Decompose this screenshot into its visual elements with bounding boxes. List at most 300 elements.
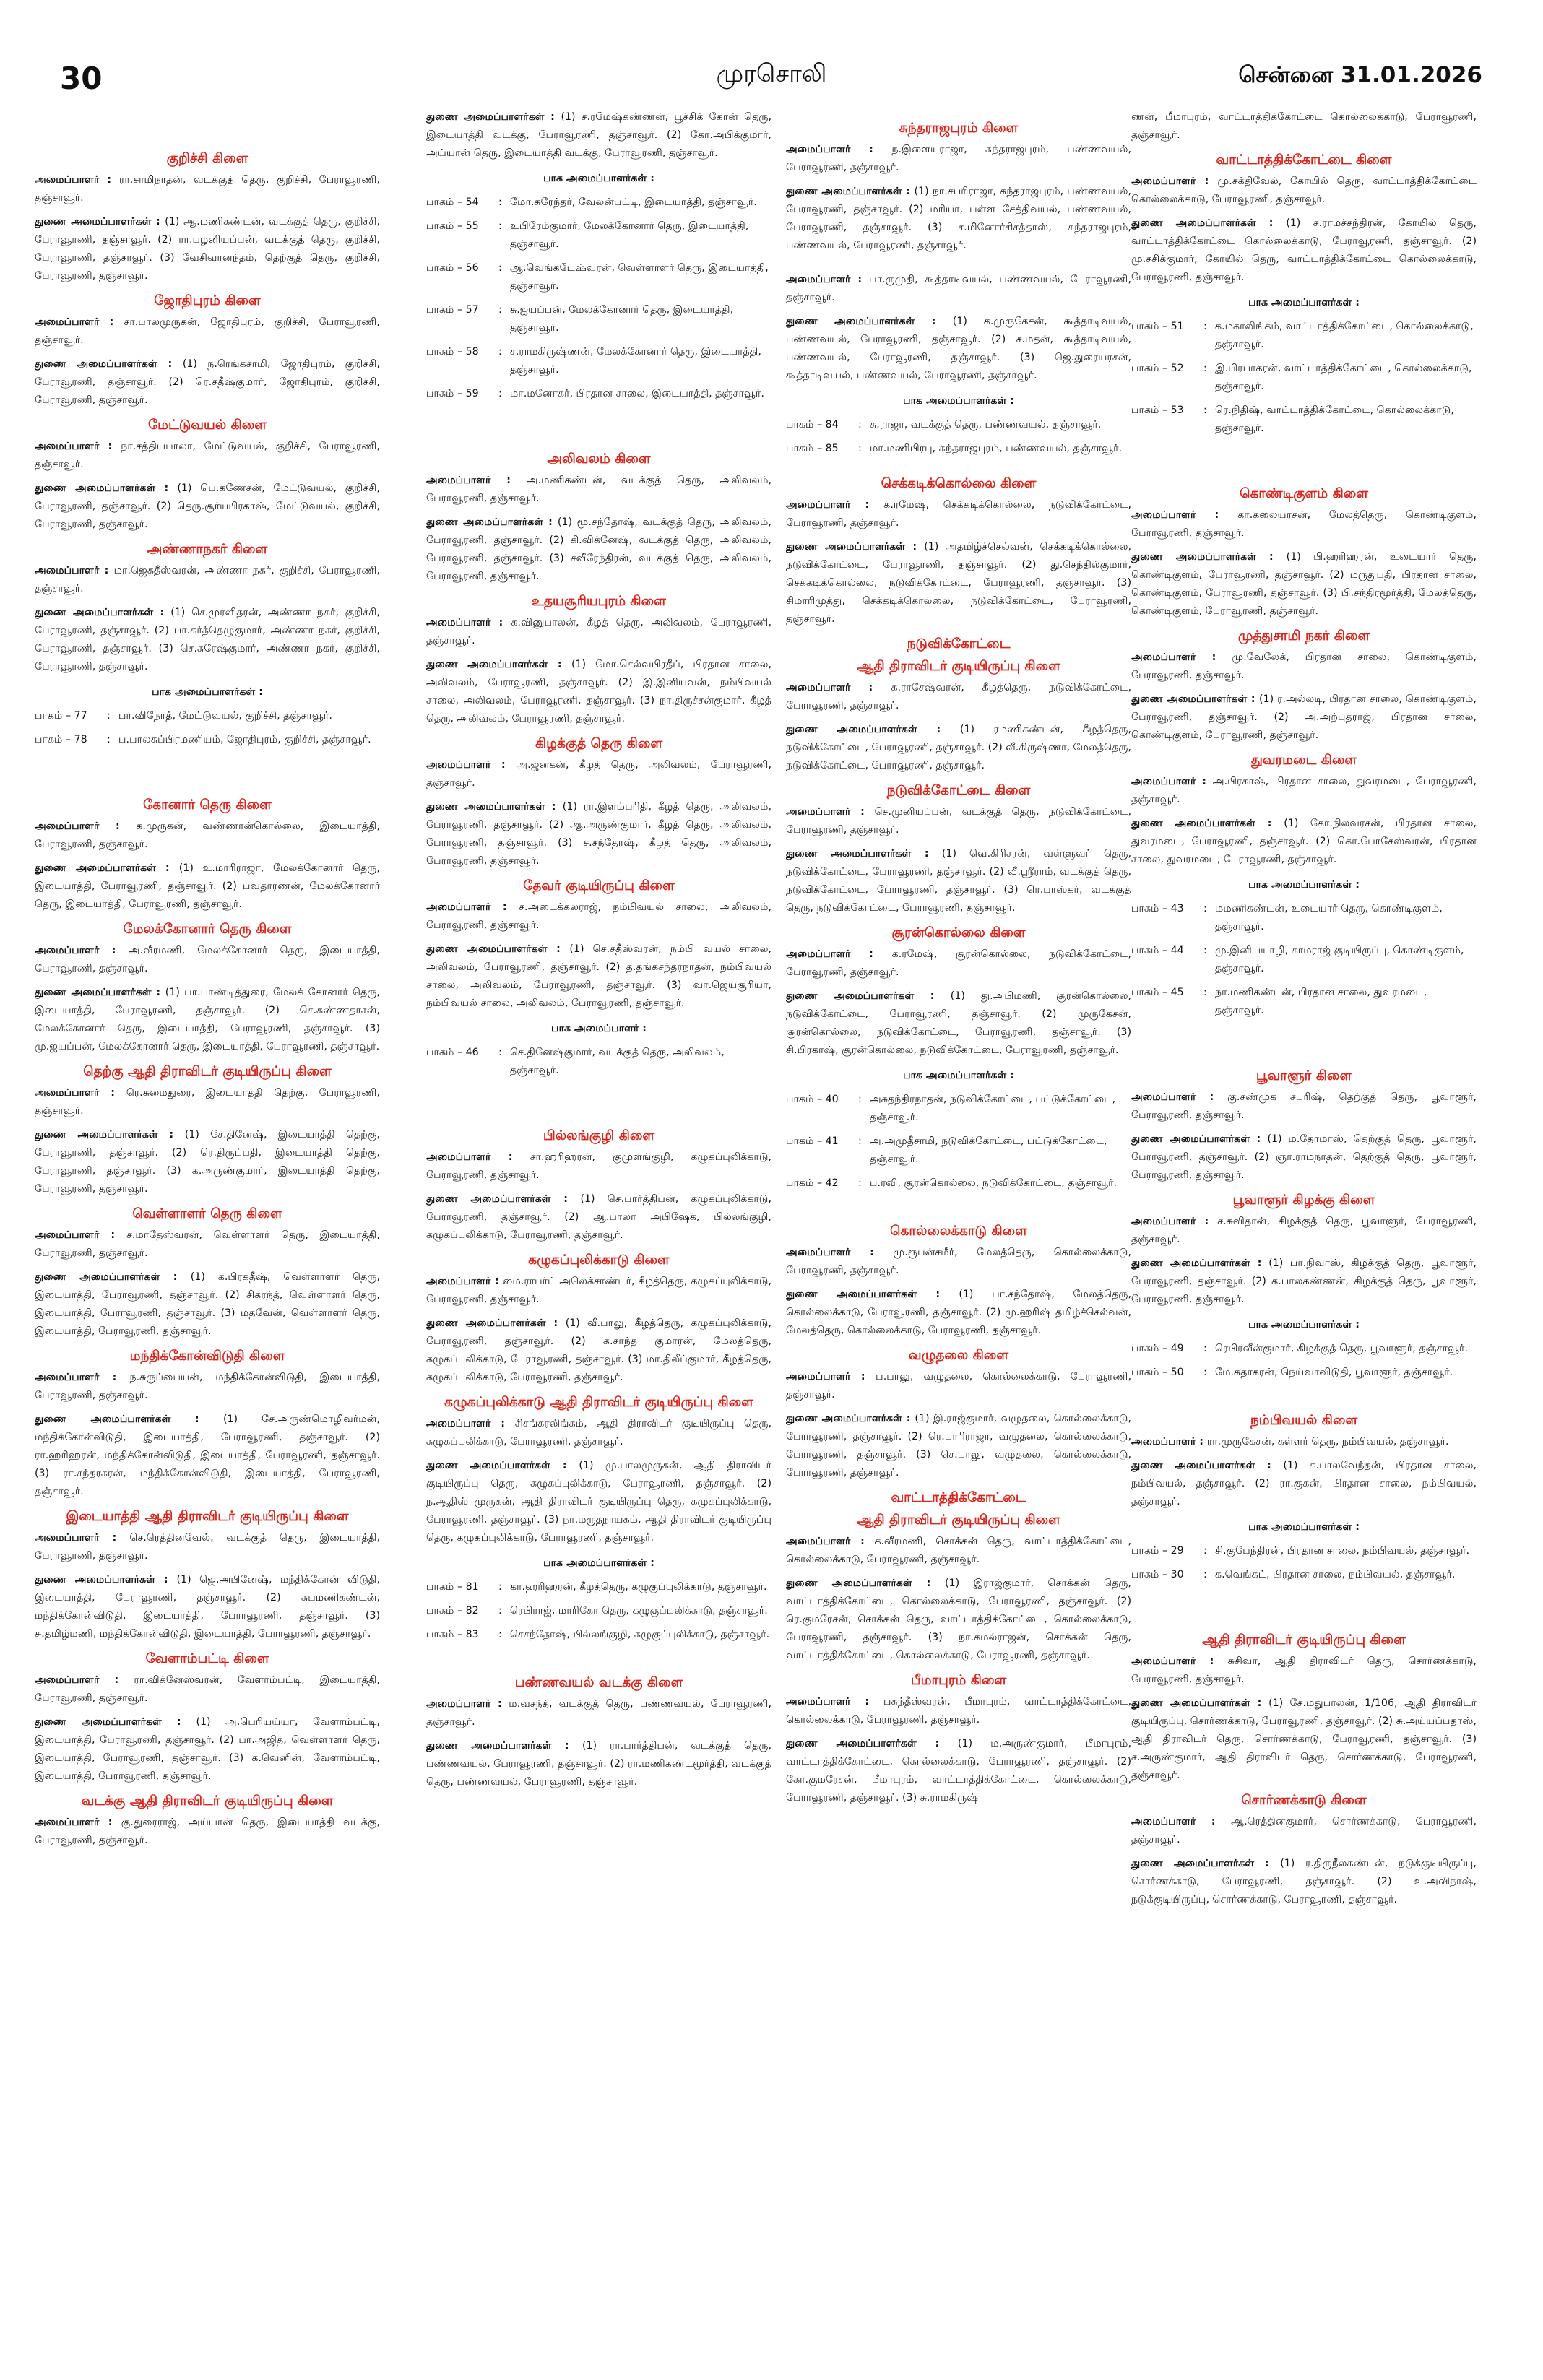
organiser-label: அமைப்பாளர் : [1131, 509, 1238, 521]
organiser-entry [426, 472, 772, 508]
organiser-label: அமைப்பாளர் : [35, 945, 129, 956]
branch-heading: நம்பிவயல் கிளை [1250, 1413, 1358, 1428]
branch-heading: மேட்டுவயல் கிளை [148, 417, 267, 433]
part-organiser-name: ச.ராமகிருஷ்ணன், மேலக்கோனார் தெரு, இடையாத்தி, தஞ்சாவூர். [510, 346, 761, 376]
organiser-entry [35, 562, 380, 598]
column-1 [35, 108, 380, 2347]
entry-text: ப.பாலு, வழுதலை, கொல்லைக்காடு, பேராவூரணி, தஞ்சாவூர். [786, 1371, 1131, 1401]
part-organiser-row [426, 1602, 772, 1620]
organiser-entry [426, 756, 772, 792]
organiser-label: அமைப்பாளர் : [35, 1817, 121, 1828]
entry-text: மா.ஜெகதீஸ்வரன், அண்ணா நகர், குறிச்சி, பேராவூரணி, தஞ்சாவூர். [35, 565, 380, 594]
part-number: பாகம் – 42 [786, 1177, 839, 1189]
organiser-entry [35, 1226, 380, 1263]
entry-text: (1) க.முருகேசன், கூத்தாடிவயல், பண்ணவயல், பேராவூரணி, தஞ்சாவூர். (2) ச.மதன், கூத்தாடிவயல், பண்ணவயல், பேராவூரணி, தஞ்சாவூர். (3) ஜெ.துரையரசன், கூத்தாடிவயல், பண்ணவயல், பேராவூரணி, தஞ்சாவூர். [786, 316, 1131, 381]
branch-heading: பண்ணவயல் வடக்கு கிளை [514, 1675, 683, 1690]
co-organisers-entry [1131, 815, 1477, 869]
page-number: 30 [60, 61, 103, 96]
co-organisers-label: துணை அமைப்பாளர்கள் : [786, 1413, 915, 1424]
separator: : [498, 220, 502, 232]
entry-text: (1) கோ.நிலவரசன், பிரதான சாலை, துவரமடை, பேராவூரணி, தஞ்சாவூர். (2) கொ.போசேஸ்வரன், பிரதான சாலை, துவரமடை, பேராவூரணி, தஞ்சாவூர். [1131, 818, 1477, 865]
part-organiser-name: சு.ராஜா, வடக்குத் தெரு, பண்ணவயல், தஞ்சாவூர். [870, 419, 1102, 430]
entry-text: (1) செ.சதீஸ்வரன், நம்பி வயல் சாலை, அலிவலம், பேராவூரணி, தஞ்சாவூர். (2) த.தங்கசந்தரநாதன், நம்பிவயல் சாலை, அலிவலம், பேராவூரணி, தஞ்சாவூர். (3) வா.ஜெயசூரியா, நம்பிவயல் சாலை, அலிவலம், பேராவூரணி, தஞ்சாவூர். [426, 943, 772, 1009]
part-organiser-name: ரெபிராஜ், மாரிகோ தெரு, கழுகுப்புலிக்காடு, தஞ்சாவூர். [510, 1605, 768, 1617]
entry-text: ம.வசந்த், வடக்குத் தெரு, பண்ணவயல், பேராவூரணி, தஞ்சாவூர். [426, 1698, 772, 1728]
part-organisers-subheading: பாக அமைப்பாளர்கள் : [1248, 1521, 1360, 1533]
branch-heading: ஜோதிபுரம் கிளை [154, 293, 261, 308]
organiser-label: அமைப்பாளர் : [35, 565, 114, 576]
entry-text: (1) மூ.சந்தோஷ், வடக்குத் தெரு, அலிவலம், பேராவூரணி, தஞ்சாவூர். (2) கி.விக்னேஷ், வடக்குத் தெரு, அலிவலம், பேராவூரணி, தஞ்சாவூர். (3) சவீரேந்திரன், வடக்குத் தெரு, அலிவலம், பேராவூரணி, தஞ்சாவூர். [426, 516, 772, 582]
entry-text: கு.சண்முக சபரிஷ், தெற்குத் தெரு, பூவாளூர், பேராவூரணி, தஞ்சாவூர். [1131, 1091, 1477, 1121]
separator: : [1203, 945, 1207, 956]
part-number: பாகம் – 41 [786, 1135, 839, 1147]
part-number: பாகம் – 49 [1131, 1343, 1184, 1354]
part-organiser-name: அ.அமுதீசாமி, நடுவிக்கோட்டை, பட்டுக்கோட்டை, தஞ்சாவூர். [870, 1135, 1107, 1165]
entry-text: (1) ந.ரெங்கசாமி, ஜோதிபுரம், குறிச்சி, பேராவூரணி, தஞ்சாவூர். (2) ரெ.சதீஷ்குமார், ஜோதிபுரம், குறிச்சி, பேராவூரணி, தஞ்சாவூர். [35, 358, 380, 406]
part-organiser-row [426, 1044, 772, 1080]
part-organiser-row [1131, 360, 1477, 396]
co-organisers-label: துணை அமைப்பாளர்கள் : [426, 1460, 579, 1471]
co-organisers-label: துணை அமைப்பாளர்கள் : [786, 1578, 946, 1589]
entry-text: (1) ரா.இளம்பரிதி, கீழத் தெரு, அலிவலம், பேராவூரணி, தஞ்சாவூர். (2) ஆ.அருண்குமார், கீழத் தெரு, அலிவலம், பேராவூரணி, தஞ்சாவூர். (3) ச.சந்தோஷ், கீழத் தெரு, அலிவலம், பேராவூரணி, தஞ்சாவூர். [426, 801, 772, 867]
part-organiser-row [1131, 1364, 1477, 1382]
organiser-label: அமைப்பாளர் : [786, 948, 892, 960]
part-organiser-row [35, 731, 380, 749]
co-organisers-label: துணை அமைப்பாளர்கள் : [1131, 1258, 1269, 1269]
part-organiser-row [1131, 1542, 1477, 1560]
organiser-entry [1131, 1433, 1477, 1451]
separator: : [1203, 987, 1207, 998]
part-organiser-row [786, 1174, 1131, 1193]
branch-heading: மந்திக்கோன்விடுதி கிளை [129, 1349, 285, 1364]
part-number: பாகம் – 45 [1131, 987, 1184, 998]
branch-heading: ஆதி திராவிடர் குடியிருப்பு கிளை [857, 1513, 1060, 1528]
part-organiser-row [786, 1133, 1131, 1169]
organiser-label: அமைப்பாளர் : [786, 144, 892, 155]
organiser-entry [786, 141, 1131, 177]
part-number: பாகம் – 81 [426, 1581, 479, 1593]
co-organisers-entry [426, 1457, 772, 1547]
separator: : [107, 734, 111, 745]
co-organisers-entry [426, 656, 772, 728]
part-organiser-row [1131, 402, 1477, 438]
part-number: பாகம் – 50 [1131, 1367, 1184, 1378]
entry-text: பா.ருமுதி, கூத்தாடிவயல், பண்ணவயல், பேராவூரணி, தஞ்சாவூர். [786, 274, 1131, 303]
entry-text: (1) ரா.பார்த்திபன், வடக்குத் தெரு, பண்ணவயல், பேராவூரணி, தஞ்சாவூர். (2) ரா.மணிகண்டமூர்த்தி, வடக்குத் தெரு, பண்ணவயல், பேராவூரணி, தஞ்சாவூர். [426, 1740, 772, 1788]
branch-heading: சொர்ணக்காடு கிளை [1241, 1793, 1367, 1808]
entry-text: பசுந்தீஸ்வரன், பீமாபுரம், வாட்டாத்திக்கோட்டை, கொல்லைக்காடு, பேராவூரணி, தஞ்சாவூர். [786, 1696, 1131, 1726]
organiser-label: அமைப்பாளர் : [35, 174, 120, 186]
co-organisers-label: துணை அமைப்பாளர்கள் : [35, 1271, 191, 1283]
co-organisers-entry [35, 355, 380, 410]
entry-text: க.ராசேஷ்வரன், கீழத்தெரு, நடுவிக்கோட்டை, பேராவூரணி, தஞ்சாவூர். [786, 682, 1131, 711]
separator: : [498, 262, 502, 274]
organiser-entry [35, 313, 380, 350]
branch-heading: செக்கடிக்கொல்லை கிளை [881, 476, 1037, 491]
co-organisers-label: துணை அமைப்பாளர்கள் : [786, 990, 951, 1002]
organiser-label: அமைப்பாளர் : [426, 901, 519, 913]
organiser-label: அமைப்பாளர் : [1131, 1656, 1228, 1667]
co-organisers-label: துணை அமைப்பாளர்கள் : [35, 987, 165, 998]
co-organisers-entry [786, 721, 1131, 775]
part-organiser-row [426, 259, 772, 295]
branch-heading: தேவர் குடியிருப்பு கிளை [523, 878, 675, 893]
entry-text: (1) இராஜ்குமார், சொக்கன் தெரு, வாட்டாத்திக்கோட்டை, கொல்லைக்காடு, பேராவூரணி, தஞ்சாவூர். (2) ரெ.குமரேசன், சொக்கன் தெரு, வாட்டாத்திக்கோட்டை, கொல்லைக்காடு, பேராவூரணி, தஞ்சாவூர். (3) நா.கமல்ராஜன், சொக்கன் தெரு, வாட்டாத்திக்கோட்டை, கொல்லைக்காடு, பேராவூரணி, தஞ்சாவூர். [786, 1578, 1131, 1661]
organiser-entry [35, 1529, 380, 1565]
co-organisers-entry [426, 798, 772, 870]
organiser-entry [786, 1368, 1131, 1404]
spacer [426, 1086, 772, 1126]
branch-heading: நடுவிக்கோட்டை [907, 636, 1011, 652]
spacer [786, 261, 1131, 271]
organiser-label: அமைப்பாளர் : [786, 499, 884, 511]
entry-text: ந.சுருப்பையன், மந்திக்கோன்விடுதி, இடையாத்தி, பேராவூரணி, தஞ்சாவூர். [35, 1372, 380, 1401]
entry-text: செ.ரெத்தினவேல், வடக்குத் தெரு, இடையாத்தி, பேராவூரணி, தஞ்சாவூர். [35, 1532, 380, 1562]
co-organisers-entry [35, 480, 380, 534]
part-organisers-subheading: பாக அமைப்பாளர்கள் : [1248, 1319, 1360, 1330]
part-number: பாகம் – 82 [426, 1605, 479, 1617]
organiser-entry [1131, 1213, 1477, 1249]
entry-text: (1) மு.பாலமுருகன், ஆதி திராவிடர் குடியிருப்பு தெரு, கழுகப்புலிக்காடு, பேராவூரணி, தஞ்சாவூர். (2) ந.ஆதிஸ் முருகன், ஆதி திராவிடர் குடியிருப்பு தெரு, கழுகப்புலிக்காடு, பேராவூரணி, தஞ்சாவூர். (3) நா.மருதநாயகம், ஆதி திராவிடர் குடியிருப்பு தெரு, கழுகப்புலிக்காடு, பேராவூரணி, தஞ்சாவூர். [426, 1460, 772, 1544]
part-organiser-row [35, 707, 380, 725]
part-organiser-row [426, 1578, 772, 1596]
part-organiser-row [786, 1091, 1131, 1127]
newspaper-name: முரசொலி [716, 59, 827, 88]
co-organisers-entry [1131, 548, 1477, 620]
co-organisers-label: துணை அமைப்பாளர்கள் : [786, 848, 942, 860]
branch-heading: பூவாளூர் கிழக்கு கிளை [1232, 1193, 1375, 1208]
part-number: பாகம் – 55 [426, 220, 479, 232]
organiser-label: அமைப்பாளர் : [426, 1276, 503, 1287]
organiser-entry [426, 614, 772, 650]
organiser-entry [786, 496, 1131, 532]
part-number: பாகம் – 83 [426, 1629, 479, 1640]
organiser-label: அமைப்பாளர் : [786, 1696, 884, 1708]
part-organiser-name: மா.மனோகர், பிரதான சாலை, இடையாத்தி, தஞ்சாவூர். [510, 388, 764, 399]
branch-heading: வழுதலை கிளை [908, 1348, 1009, 1363]
part-number: பாகம் – 57 [426, 304, 479, 316]
entry-text: அ.பிரகாஷ், பிரதான சாலை, துவரமடை, பேராவூரணி, தஞ்சாவூர். [1131, 776, 1477, 805]
organiser-entry [786, 945, 1131, 982]
part-organiser-row [1131, 984, 1477, 1020]
co-organisers-entry [786, 987, 1131, 1060]
entry-text: மு.வேலேக், பிரதான சாலை, கொண்டிகுளம், பேராவூரணி, தஞ்சாவூர். [1131, 652, 1477, 681]
organiser-entry [786, 271, 1131, 307]
co-organisers-entry [786, 313, 1131, 385]
branch-heading: வாட்டாத்திக்கோட்டை கிளை [1216, 152, 1392, 168]
part-organiser-row [1131, 942, 1477, 978]
branch-heading: பில்லங்குழி கிளை [543, 1128, 655, 1143]
part-number: பாகம் – 85 [786, 443, 839, 454]
entry-text: (1) க.பாலவேந்தன், பிரதான சாலை, நம்பிவயல், தஞ்சாவூர். (2) ரா.குகன், பிரதான சாலை, நம்பிவயல், தஞ்சாவூர். [1131, 1460, 1477, 1507]
entry-text: கா.கலையரசன், மேலத்தெரு, கொண்டிகுளம், பேராவூரணி, தஞ்சாவூர். [1131, 509, 1477, 539]
part-organiser-name: ப.ரவி, சூரன்கொல்லை, நடுவிக்கோட்டை, தஞ்சாவூர். [870, 1177, 1117, 1189]
part-number: பாகம் – 29 [1131, 1545, 1184, 1557]
co-organisers-entry [35, 604, 380, 676]
co-organisers-label: துணை அமைப்பாளர்கள் : [426, 516, 558, 528]
organiser-entry [35, 438, 380, 474]
co-organisers-label: துணை அமைப்பாளர்கள் : [35, 1574, 177, 1585]
organiser-entry [786, 803, 1131, 839]
organiser-entry [426, 1695, 772, 1731]
co-organisers-label: துணை அமைப்பாளர்கள் : [786, 1289, 959, 1300]
part-organiser-name: மு.இனியயாழி, காமராஜ் குடியிருப்பு, கொண்டிகுளம், தஞ்சாவூர். [1215, 945, 1464, 974]
entry-text: (1) ச.ரமேஷ்கண்ணன், பூச்சிக் கோன் தெரு, இடையாத்தி வடக்கு, பேராவூரணி, தஞ்சாவூர். (2) கோ.அபிக்குமார், அய்யான் தெரு, இடையாத்தி வடக்கு, பேராவூரணி, தஞ்சாவூர். [426, 111, 772, 159]
part-organiser-name: க.மகாலிங்கம், வாட்டாத்திக்கோட்டை, கொல்லைக்காடு, தஞ்சாவூர். [1215, 321, 1474, 350]
entry-text: ஆ.ரெத்தினகுமார், சொர்ணக்காடு, பேராவூரணி, தஞ்சாவூர். [1131, 1816, 1477, 1845]
entry-text: ச.சுவிதான், கிழக்குத் தெரு, பூவாளூர், பேராவூரணி, தஞ்சாவூர். [1131, 1216, 1477, 1245]
part-organiser-row [426, 301, 772, 337]
branch-heading: முத்துசாமி நகர் கிளை [1237, 628, 1370, 644]
branch-heading: கோனார் தெரு கிளை [143, 797, 272, 813]
part-number: பாகம் – 54 [426, 196, 479, 208]
branch-heading: வாட்டாத்திக்கோட்டை [891, 1490, 1026, 1505]
entry-text: கு.துரைராஜ், அய்யான் தெரு, இடையாத்தி வடக்கு, பேராவூரணி, தஞ்சாவூர். [35, 1817, 380, 1846]
separator: : [498, 1047, 502, 1058]
separator: : [858, 1135, 862, 1147]
part-organiser-name: க.வெங்கட், பிரதான சாலை, நம்பிவயல், தஞ்சாவூர். [1215, 1569, 1456, 1580]
entry-text: (1) செ.முரளிதரன், அண்ணா நகர், குறிச்சி, பேராவூரணி, தஞ்சாவூர். (2) பா.கர்த்தெழுகுமார், அண்ணா நகர், குறிச்சி, பேராவூரணி, தஞ்சாவூர். (3) செ.சுரேஷ்குமார், அண்ணா நகர், குறிச்சி, பேராவூரணி, தஞ்சாவூர். [35, 607, 380, 672]
branch-heading: கிழக்குத் தெரு கிளை [535, 736, 663, 751]
part-organiser-row [1131, 1340, 1477, 1358]
co-organisers-label: துணை அமைப்பாளர்கள் : [426, 943, 570, 955]
entry-text: (1) அதமிழ்ச்செல்வன், செக்கடிக்கொல்லை, நடுவிக்கோட்டை, பேராவூரணி, தஞ்சாவூர். (2) து.செந்தில்குமார், செக்கடிக்கொல்லை, நடுவிக்கோட்டை, பேராவூரணி, தஞ்சாவூர். (3) சிமாரிமுத்து, செக்கடிக்கொல்லை, நடுவிக்கோட்டை, பேராவூரணி, தஞ்சாவூர். [786, 541, 1131, 625]
entry-text: (1) சே.அருண்மொழிவர்மன், மந்திக்கோன்விடுதி, இடையாத்தி, பேராவூரணி, தஞ்சாவூர். (2) ரா.ஹரிஹரன், மந்திக்கோன்விடுதி, இடையாத்தி, பேராவூரணி, தஞ்சாவூர். (3) ரா.சந்தரகரன், மந்திக்கோன்விடுதி, இடையாத்தி, பேராவூரணி, தஞ்சாவூர். [35, 1414, 380, 1497]
co-organisers-entry [35, 984, 380, 1056]
part-organiser-row [426, 343, 772, 379]
part-organiser-name: பா.விநோத், மேட்டுவயல், குறிச்சி, தஞ்சாவூர். [118, 710, 332, 722]
co-organisers-label: துணை அமைப்பாளர்கள் : [35, 1414, 223, 1425]
entry-text: சா.ஹரிஹரன், குமுளங்குழி, கழுகப்புலிக்காடு, பேராவூரணி, தஞ்சாவூர். [426, 1151, 772, 1181]
co-organisers-entry [1131, 1255, 1477, 1309]
entry-text: மு.ரூபன்சமீர், மேலத்தெரு, கொல்லைக்காடு, பேராவூரணி, தஞ்சாவூர். [786, 1247, 1131, 1276]
co-organisers-entry [1131, 1130, 1477, 1185]
organiser-label: அமைப்பாளர் : [786, 274, 870, 285]
organiser-entry [426, 1148, 772, 1185]
organiser-entry [35, 1369, 380, 1405]
co-organisers-label: துணை அமைப்பாளர்கள் : [1131, 1460, 1284, 1471]
part-organiser-name: செ.தினேஷ்குமார், வடக்குத் தெரு, அலிவலம், தஞ்சாவூர். [510, 1047, 725, 1076]
part-organisers-subheading: பாக அமைப்பாளர்கள் : [903, 395, 1014, 407]
branch-heading: கழுகப்புலிக்காடு கிளை [528, 1252, 670, 1268]
entry-text: (1) பெ.கணேசன், மேட்டுவயல், குறிச்சி, பேராவூரணி, தஞ்சாவூர். (2) தெரு.சூர்யபிரகாஷ், மேட்டுவயல், குறிச்சி, பேராவூரணி, தஞ்சாவூர். [35, 483, 380, 530]
part-organiser-name: சி.குபேந்திரன், பிரதான சாலை, நம்பிவயல், தஞ்சாவூர். [1215, 1545, 1469, 1557]
part-number: பாகம் – 51 [1131, 321, 1184, 332]
organiser-entry [426, 1273, 772, 1309]
part-organiser-row [426, 1626, 772, 1644]
entry-text: க.ரமேஷ், செக்கடிக்கொல்லை, நடுவிக்கோட்டை, பேராவூரணி, தஞ்சாவூர். [786, 499, 1131, 529]
part-organiser-name: அசுதந்திரநாதன், நடுவிக்கோட்டை, பட்டுக்கோட்டை, தஞ்சாவூர். [870, 1094, 1116, 1123]
branch-heading: பூவாளூர் கிளை [1255, 1068, 1352, 1083]
spacer [786, 464, 1131, 474]
co-organisers-entry [786, 183, 1131, 255]
entry-text: செ.முனியப்பன், வடக்குத் தெரு, நடுவிக்கோட்டை, பேராவூரணி, தஞ்சாவூர். [786, 806, 1131, 836]
separator: : [1203, 1545, 1207, 1557]
organiser-entry [35, 942, 380, 978]
spacer [1131, 1026, 1477, 1066]
organiser-entry [35, 1814, 380, 1850]
entry-text: க.முருகன், வண்ணான்கொல்லை, இடையாத்தி, பேராவூரணி, தஞ்சாவூர். [35, 821, 380, 850]
organiser-label: அமைப்பாளர் : [35, 441, 121, 452]
entry-text: நா.சத்தியபாலா, மேட்டுவயல், குறிச்சி, பேராவூரணி, தஞ்சாவூர். [35, 441, 380, 470]
co-organisers-entry [786, 1286, 1131, 1340]
organiser-label: அமைப்பாளர் : [1131, 1436, 1207, 1448]
organiser-label: அமைப்பாளர் : [35, 821, 137, 832]
part-number: பாகம் – 56 [426, 262, 479, 274]
organiser-label: அமைப்பாளர் : [426, 617, 511, 628]
organiser-entry [1131, 773, 1477, 809]
entry-text: ச.அடைக்கலராஜ், நம்பிவயல் சாலை, அலிவலம், பேராவூரணி, தஞ்சாவூர். [426, 901, 772, 931]
co-organisers-entry [786, 1735, 1131, 1807]
organiser-label: அமைப்பாளர் : [35, 1372, 130, 1383]
column-2 [426, 108, 772, 2347]
separator: : [107, 710, 111, 722]
organiser-entry [1131, 173, 1477, 209]
part-organiser-row [426, 194, 772, 212]
entry-text: மு.சக்திவேல், கோயில் தெரு, வாட்டாத்திக்கோட்டை கொல்லைக்காடு, பேராவூரணி, தஞ்சாவூர். [1131, 176, 1477, 205]
column-3 [786, 108, 1131, 2347]
organiser-entry [1131, 649, 1477, 685]
organiser-entry [1131, 506, 1477, 542]
spacer [35, 108, 380, 149]
organiser-entry [1131, 1653, 1477, 1689]
part-organiser-name: மமணிகண்டன், உடையார் தெரு, கொண்டிகுளம், தஞ்சாவூர். [1215, 903, 1443, 932]
entry-text: சா.பாலமுருகன், ஜோதிபுரம், குறிச்சி, பேராவூரணி, தஞ்சாவூர். [35, 316, 380, 346]
branch-heading: துவரமடை கிளை [1250, 753, 1357, 768]
part-organiser-name: சு.ஐயப்பன், மேலக்கோனார் தெரு, இடையாத்தி, தஞ்சாவூர். [510, 304, 734, 334]
co-organisers-entry [35, 1571, 380, 1643]
separator: : [498, 1605, 502, 1617]
spacer [426, 1650, 772, 1673]
part-organisers-subheading: பாக அமைப்பாளர் : [551, 1023, 647, 1034]
branch-heading: குறிச்சி கிளை [166, 151, 248, 166]
co-organisers-entry [786, 1410, 1131, 1482]
part-organiser-name: ப.பாலசுப்பிரமணியம், ஜோதிபுரம், குறிச்சி, தஞ்சாவூர். [118, 734, 371, 745]
organiser-entry [1131, 1813, 1477, 1849]
organiser-label: அமைப்பாளர் : [1131, 176, 1218, 187]
entry-text: (1) ச.ராமச்சந்திரன், கோயில் தெரு, வாட்டாத்திக்கோட்டை கொல்லைக்காடு, பேராவூரணி, தஞ்சாவூர். (2) மு.சசிக்குமார், கோயில் தெரு, வாட்டாத்திக்கோட்டை கொல்லைக்காடு, பேராவூரணி, தஞ்சாவூர். [1131, 217, 1477, 283]
organiser-entry [786, 1244, 1131, 1280]
spacer [786, 108, 1131, 118]
organiser-label: அமைப்பாளர் : [35, 1532, 130, 1544]
spacer [426, 409, 772, 449]
organiser-label: அமைப்பாளர் : [426, 1698, 509, 1710]
part-organisers-subheading: பாக அமைப்பாளர்கள் : [903, 1070, 1014, 1081]
part-number: பாகம் – 58 [426, 346, 479, 358]
part-number: பாகம் – 43 [1131, 903, 1184, 914]
entry-text: ரா.முருகேசன், கள்ளர் தெரு, நம்பிவயல், தஞ்சாவூர். [1206, 1436, 1449, 1448]
co-organisers-label: துணை அமைப்பாளர்கள் : [786, 541, 925, 553]
branch-heading: கழுகப்புலிக்காடு ஆதி திராவிடர் குடியிருப்பு கிளை [444, 1395, 753, 1410]
part-organiser-name: மா.மணிபிரபு, சுந்தராஜபுரம், பண்ணவயல், தஞ்சாவூர். [870, 443, 1123, 454]
part-organiser-name: ரெபிரவீன்குமார், கிழக்குத் தெரு, பூவாளூர், தஞ்சாவூர். [1215, 1343, 1468, 1354]
co-organisers-label: துணை அமைப்பாளர்கள் : [35, 216, 165, 228]
separator: : [1203, 903, 1207, 914]
part-organisers-subheading: பாக அமைப்பாளர்கள் : [1248, 879, 1360, 891]
branch-heading: உதயசூரியபுரம் கிளை [532, 594, 666, 609]
part-organiser-name: இ.பிரபாகரன், வாட்டாத்திக்கோட்டை, கொல்லைக்காடு, தஞ்சாவூர். [1215, 363, 1472, 392]
separator: : [1203, 1367, 1207, 1378]
entry-text: (1) மோ.செல்வபிரதீப், பிரதான சாலை, அலிவலம், பேராவூரணி, தஞ்சாவூர். (2) இ.இனியவன், நம்பிவயல் சாலை, அலிவலம், பேராவூரணி, தஞ்சாவூர். (3) நா.திருச்சன்குமார், கீழத் தெரு, அலிவலம், பேராவூரணி, தஞ்சாவூர். [426, 659, 772, 724]
spacer [35, 755, 380, 795]
branch-heading: மேலக்கோனார் தெரு கிளை [123, 922, 292, 937]
co-organisers-entry [786, 1575, 1131, 1665]
organiser-label: அமைப்பாளர் : [1131, 776, 1213, 787]
entry-text: (1) ர.அல்லடி, பிரதான சாலை, கொண்டிகுளம், பேராவூரணி, தஞ்சாவூர். (2) அ.அற்புதராஜ், பிரதான சாலை, கொண்டிகுளம், பேராவூரணி, தஞ்சாவூர். [1131, 693, 1477, 741]
organiser-entry [786, 679, 1131, 715]
part-organisers-subheading: பாக அமைப்பாளர்கள் : [1248, 297, 1360, 308]
co-organisers-entry [35, 1411, 380, 1501]
entry-text: அ.வீரமணி, மேலக்கோனார் தெரு, இடையாத்தி, பேராவூரணி, தஞ்சாவூர். [35, 945, 380, 974]
branch-heading: சூரன்கொல்லை கிளை [891, 925, 1026, 940]
organiser-label: அமைப்பாளர் : [786, 682, 891, 693]
co-organisers-entry [426, 1315, 772, 1387]
separator: : [498, 1629, 502, 1640]
entry-text: க.வீரமணி, சொக்கன் தெரு, வாட்டாத்திக்கோட்டை, கொல்லைக்காடு, பேராவூரணி, தஞ்சாவூர். [786, 1536, 1131, 1565]
co-organisers-entry [426, 940, 772, 1013]
co-organisers-label: துணை அமைப்பாளர்கள் : [786, 316, 953, 327]
co-organisers-entry [35, 1126, 380, 1198]
part-number: பாகம் – 46 [426, 1047, 479, 1058]
organiser-entry [35, 1084, 380, 1120]
co-organisers-label: துணை அமைப்பாளர்கள் : [35, 483, 178, 494]
part-organiser-name: செசந்தோஷ், பில்லங்குழி, கழுகுப்புலிக்காடு, தஞ்சாவூர். [510, 1629, 770, 1640]
separator: : [1203, 404, 1207, 416]
separator: : [858, 443, 862, 454]
entry-text: க.ரமேஷ், சூரன்கொல்லை, நடுவிக்கோட்டை, பேராவூரணி, தஞ்சாவூர். [786, 948, 1131, 978]
entry-text: (1) ர.திருநீலகண்டன், நடுக்குடியிருப்பு, சொர்ணக்காடு, பேராவூரணி, தஞ்சாவூர். (2) உ.அவிநாஷ், நடுக்குடியிருப்பு, சொர்ணக்காடு, பேராவூரணி, தஞ்சாவூர். [1131, 1858, 1477, 1905]
entry-text: ரா.விக்னேஸ்வரன், வேளாம்பட்டி, இடையாத்தி, பேராவூரணி, தஞ்சாவூர். [35, 1674, 380, 1704]
separator: : [498, 1581, 502, 1593]
co-organisers-entry [35, 1713, 380, 1786]
part-organiser-row [786, 416, 1131, 434]
entry-text: ரெ.சுமைதுரை, இடையாத்தி தெற்கு, பேராவூரணி, தஞ்சாவூர். [35, 1087, 380, 1117]
organiser-entry [1131, 1089, 1477, 1125]
spacer [1131, 1590, 1477, 1630]
branch-heading: வேளாம்பட்டி கிளை [145, 1651, 269, 1666]
organiser-label: அமைப்பாளர் : [786, 1371, 876, 1382]
part-organiser-name: ரெ.நிதிஷ், வாட்டாத்திக்கோட்டை, கொல்லைக்காடு, தஞ்சாவூர். [1215, 404, 1454, 434]
entry-text: ந.இளையராஜா, சுந்தராஜபுரம், பண்ணவயல், பேராவூரணி, தஞ்சாவூர். [786, 144, 1131, 173]
entry-text: (1) செ.பார்த்திபன், கழுகப்புலிக்காடு, பேராவூரணி, தஞ்சாவூர். (2) ஆ.பாலா அபிஷேக், பில்லங்குழி, கழுகப்புலிக்காடு, பேராவூரணி, தஞ்சாவூர். [426, 1193, 772, 1241]
part-number: பாகம் – 84 [786, 419, 839, 430]
part-organiser-row [786, 440, 1131, 458]
part-organiser-name: ஆ.வெங்கடேஷ்வரன், வெள்ளாளர் தெரு, இடையாத்தி, தஞ்சாவூர். [510, 262, 769, 292]
co-organisers-label: துணை அமைப்பாளர்கள் : [35, 1716, 196, 1728]
spacer [1131, 443, 1477, 484]
part-organiser-row [426, 217, 772, 254]
entry-text: (1) இ.ராஜ்குமார், வழுதலை, கொல்லைக்காடு, பேராவூரணி, தஞ்சாவூர். (2) ரெ.பாரிராஜா, வழுதலை, கொல்லைக்காடு, பேராவூரணி, தஞ்சாவூர். (3) செ.பாலு, வழுதலை, கொல்லைக்காடு, பேராவூரணி, தஞ்சாவூர். [786, 1413, 1131, 1479]
co-organisers-label: துணை அமைப்பாளர்கள் : [1131, 551, 1287, 563]
organiser-entry [426, 899, 772, 935]
part-organisers-subheading: பாக அமைப்பாளர்கள் : [152, 686, 263, 698]
co-organisers-label: துணை அமைப்பாளர்கள் : [1131, 693, 1260, 705]
branch-heading: கொல்லைக்காடு கிளை [890, 1224, 1027, 1239]
organiser-label: அமைப்பாளர் : [1131, 652, 1232, 663]
co-organisers-label: துணை அமைப்பாளர்கள் : [1131, 217, 1287, 229]
branch-heading: வெள்ளாளர் தெரு கிளை [132, 1206, 282, 1221]
co-organisers-label: துணை அமைப்பாளர்கள் : [426, 1317, 566, 1329]
organiser-entry [786, 1693, 1131, 1729]
entry-text: (1) பா.பாண்டித்துரை, மேலக் கோனார் தெரு, இடையாத்தி, பேராவூரணி, தஞ்சாவூர். (2) செ.கண்ணதாசன், மேலக்கோனார் தெரு, இடையாத்தி, பேராவூரணி, தஞ்சாவூர். (3) மு.ஜயப்பன், மேலக்கோனார் தெரு, இடையாத்தி, பேராவூரணி, தஞ்சாவூர். [35, 987, 380, 1052]
continued-text: ணன், பீமாபுரம், வாட்டாத்திக்கோட்டை கொல்லைக்காடு, பேராவூரணி, தஞ்சாவூர். [1131, 111, 1477, 141]
co-organisers-label: துணை அமைப்பாளர்கள் : [35, 1129, 185, 1141]
organiser-label: அமைப்பாளர் : [35, 1087, 126, 1099]
entry-text: (1) சே.தினேஷ், இடையாத்தி தெற்கு, பேராவூரணி, தஞ்சாவூர். (2) ரெ.திருப்பதி, இடையாத்தி தெற்கு, பேராவூரணி, தஞ்சாவூர். (3) க.அருண்குமார், இடையாத்தி தெற்கு, பேராவூரணி, தஞ்சாவூர். [35, 1129, 380, 1195]
part-organiser-name: மே.சுதாகரன், நெய்வாவிடுதி, பூவாளூர், தஞ்சாவூர். [1215, 1367, 1453, 1378]
separator: : [1203, 1343, 1207, 1354]
organiser-label: அமைப்பாளர் : [426, 1418, 515, 1429]
